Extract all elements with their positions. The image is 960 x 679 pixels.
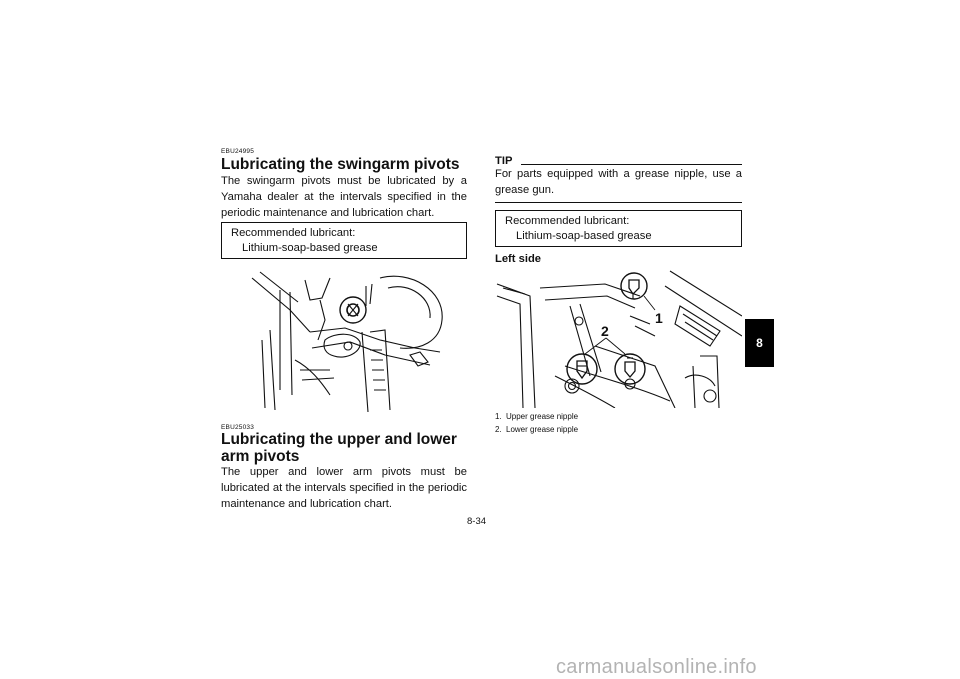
callout-label: 2	[601, 323, 609, 339]
section-body: The swingarm pivots must be lubricated by a Yamaha dealer at the intervals specified in the periodic maintenance and lubrication chart.	[221, 175, 467, 219]
section-code: EBU25033	[221, 424, 255, 431]
chapter-tab: 8	[745, 319, 774, 367]
tip-top-rule	[521, 164, 742, 165]
page-number: 8-34	[467, 516, 487, 527]
callout-label: 1	[655, 310, 663, 326]
section-code: EBU24995	[221, 148, 255, 155]
lubricant-label: Recommended lubricant:	[505, 215, 630, 227]
legend-item: 2. Lower grease nipple	[495, 425, 579, 434]
lubricant-box	[495, 210, 742, 247]
figure-legend	[495, 410, 578, 436]
grease-nipple-illustration	[495, 266, 742, 408]
lubricant-value: Lithium-soap-based grease	[516, 230, 652, 242]
legend-item: 1. Upper grease nipple	[495, 412, 579, 421]
lubricant-value: Lithium-soap-based grease	[242, 242, 378, 254]
figure-title: Left side	[495, 253, 542, 265]
section-title: Lubricating the upper and lower arm pivots	[221, 431, 457, 465]
watermark: carmanualsonline.info	[556, 656, 757, 678]
section-body: The upper and lower arm pivots must be lubricated at the intervals specified in the periodic maintenance and lubrication chart.	[221, 466, 467, 510]
lubricant-label: Recommended lubricant:	[231, 227, 356, 239]
section-title: Lubricating the swingarm pivots	[221, 156, 460, 173]
tip-bottom-rule	[495, 202, 742, 203]
tip-body: For parts equipped with a grease nipple, use a grease gun.	[495, 168, 742, 196]
swingarm-pivot-illustration	[250, 270, 455, 412]
lubricant-box	[221, 222, 467, 259]
tip-title: TIP	[495, 155, 513, 167]
